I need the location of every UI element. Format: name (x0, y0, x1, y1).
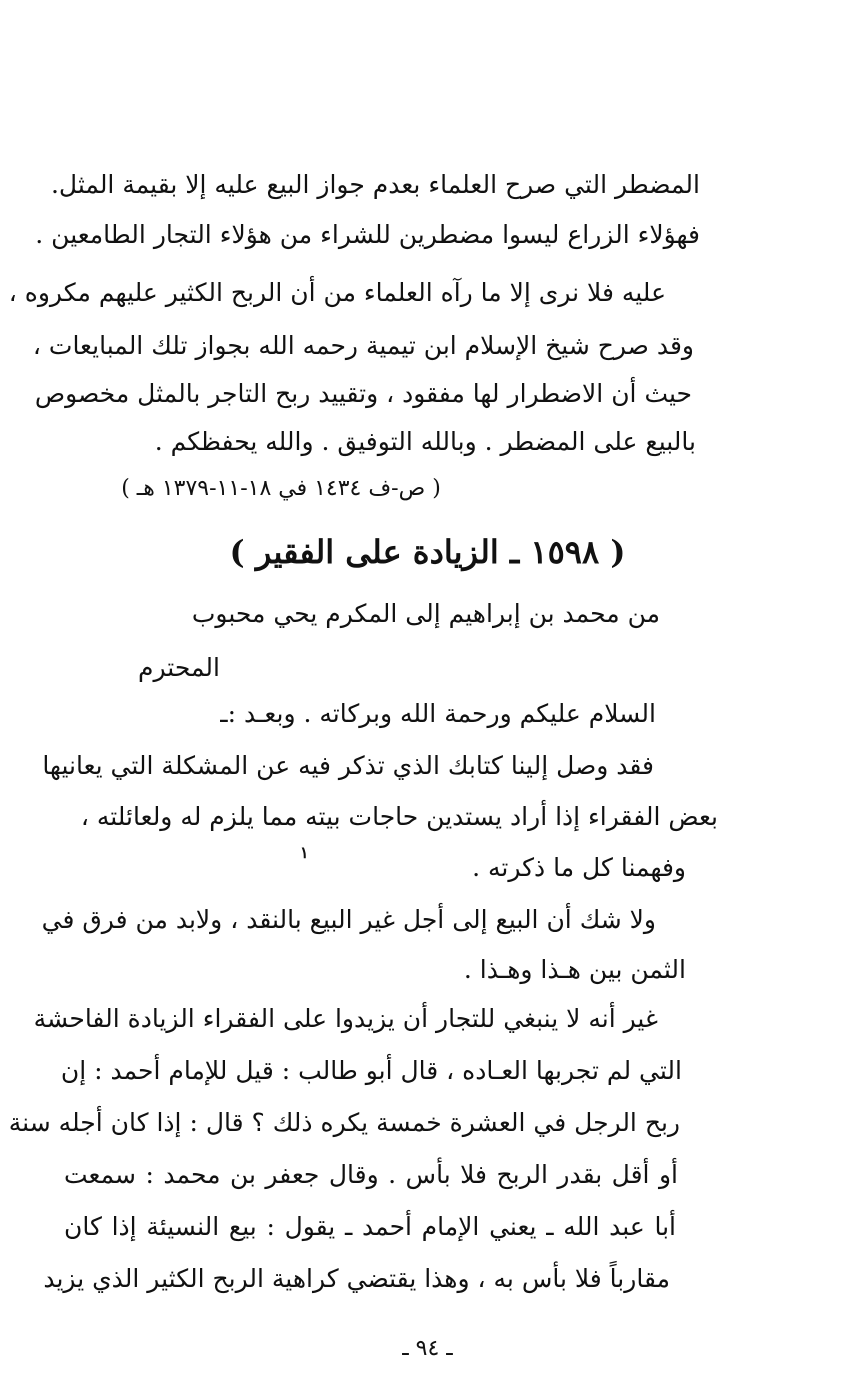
text-line: فهؤلاء الزراع ليسوا مضطرين للشراء من هؤلاء التجار الطامعين . (35, 220, 700, 249)
text-line: بعض الفقراء إذا أراد يستدين حاجات بيته مما يلزم له ولعائلته ، (80, 802, 718, 831)
text-line: بالبيع على المضطر . وبالله التوفيق . والله يحفظكم . (154, 427, 696, 456)
text-line: ربح الرجل في العشرة خمسة يكره ذلك ؟ قال : إذا كان أجله سنة (8, 1108, 680, 1137)
text-line: وقد صرح شيخ الإسلام ابن تيمية رحمه الله بجواز تلك المبايعات ، (32, 331, 694, 360)
text-line: الثمن بين هـذا وهـذا . (463, 955, 686, 984)
text-line: عليه فلا نرى إلا ما رآه العلماء من أن الربح الكثير عليهم مكروه ، (8, 278, 666, 307)
text-line: وفهمنا كل ما ذكرته . (472, 853, 686, 882)
text-line: ولا شك أن البيع إلى أجل غير البيع بالنقد ، ولابد من فرق في (41, 905, 656, 934)
page-number: ـ ٩٤ ـ (402, 1336, 453, 1361)
text-line: مقارباً فلا بأس به ، وهذا يقتضي كراهية الربح الكثير الذي يزيد (43, 1264, 670, 1293)
letter-greeting: السلام عليكم ورحمة الله وبركاته . وبعـد :ـ (220, 699, 656, 728)
footnote-mark: ١ (300, 843, 309, 862)
text-line: أو أقل بقدر الربح فلا بأس . وقال جعفر بن محمد : سمعت (64, 1160, 678, 1189)
text-line: حيث أن الاضطرار لها مفقود ، وتقييد ربح التاجر بالمثل مخصوص (34, 379, 692, 408)
document-reference: ( ص-ف ١٤٣٤ في ١٨-١١-١٣٧٩ هـ ) (121, 476, 441, 501)
text-line: التي لم تجربها العـاده ، قال أبو طالب : قيل للإمام أحمد : إن (60, 1056, 682, 1085)
text-line: غير أنه لا ينبغي للتجار أن يزيدوا على الفقراء الزيادة الفاحشة (33, 1004, 658, 1033)
text-line: أبا عبد الله ـ يعني الإمام أحمد ـ يقول : بيع النسيئة إذا كان (64, 1212, 676, 1241)
text-line: فقد وصل إلينا كتابك الذي تذكر فيه عن المشكلة التي يعانيها (42, 751, 654, 780)
section-heading: ( ١٥٩٨ ـ الزيادة على الفقير ) (229, 533, 626, 571)
text-line: المضطر التي صرح العلماء بعدم جواز البيع عليه إلا بقيمة المثل. (50, 170, 700, 199)
letter-honorific: المحترم (138, 653, 220, 682)
letter-from-line: من محمد بن إبراهيم إلى المكرم يحي محبوب (191, 599, 660, 628)
